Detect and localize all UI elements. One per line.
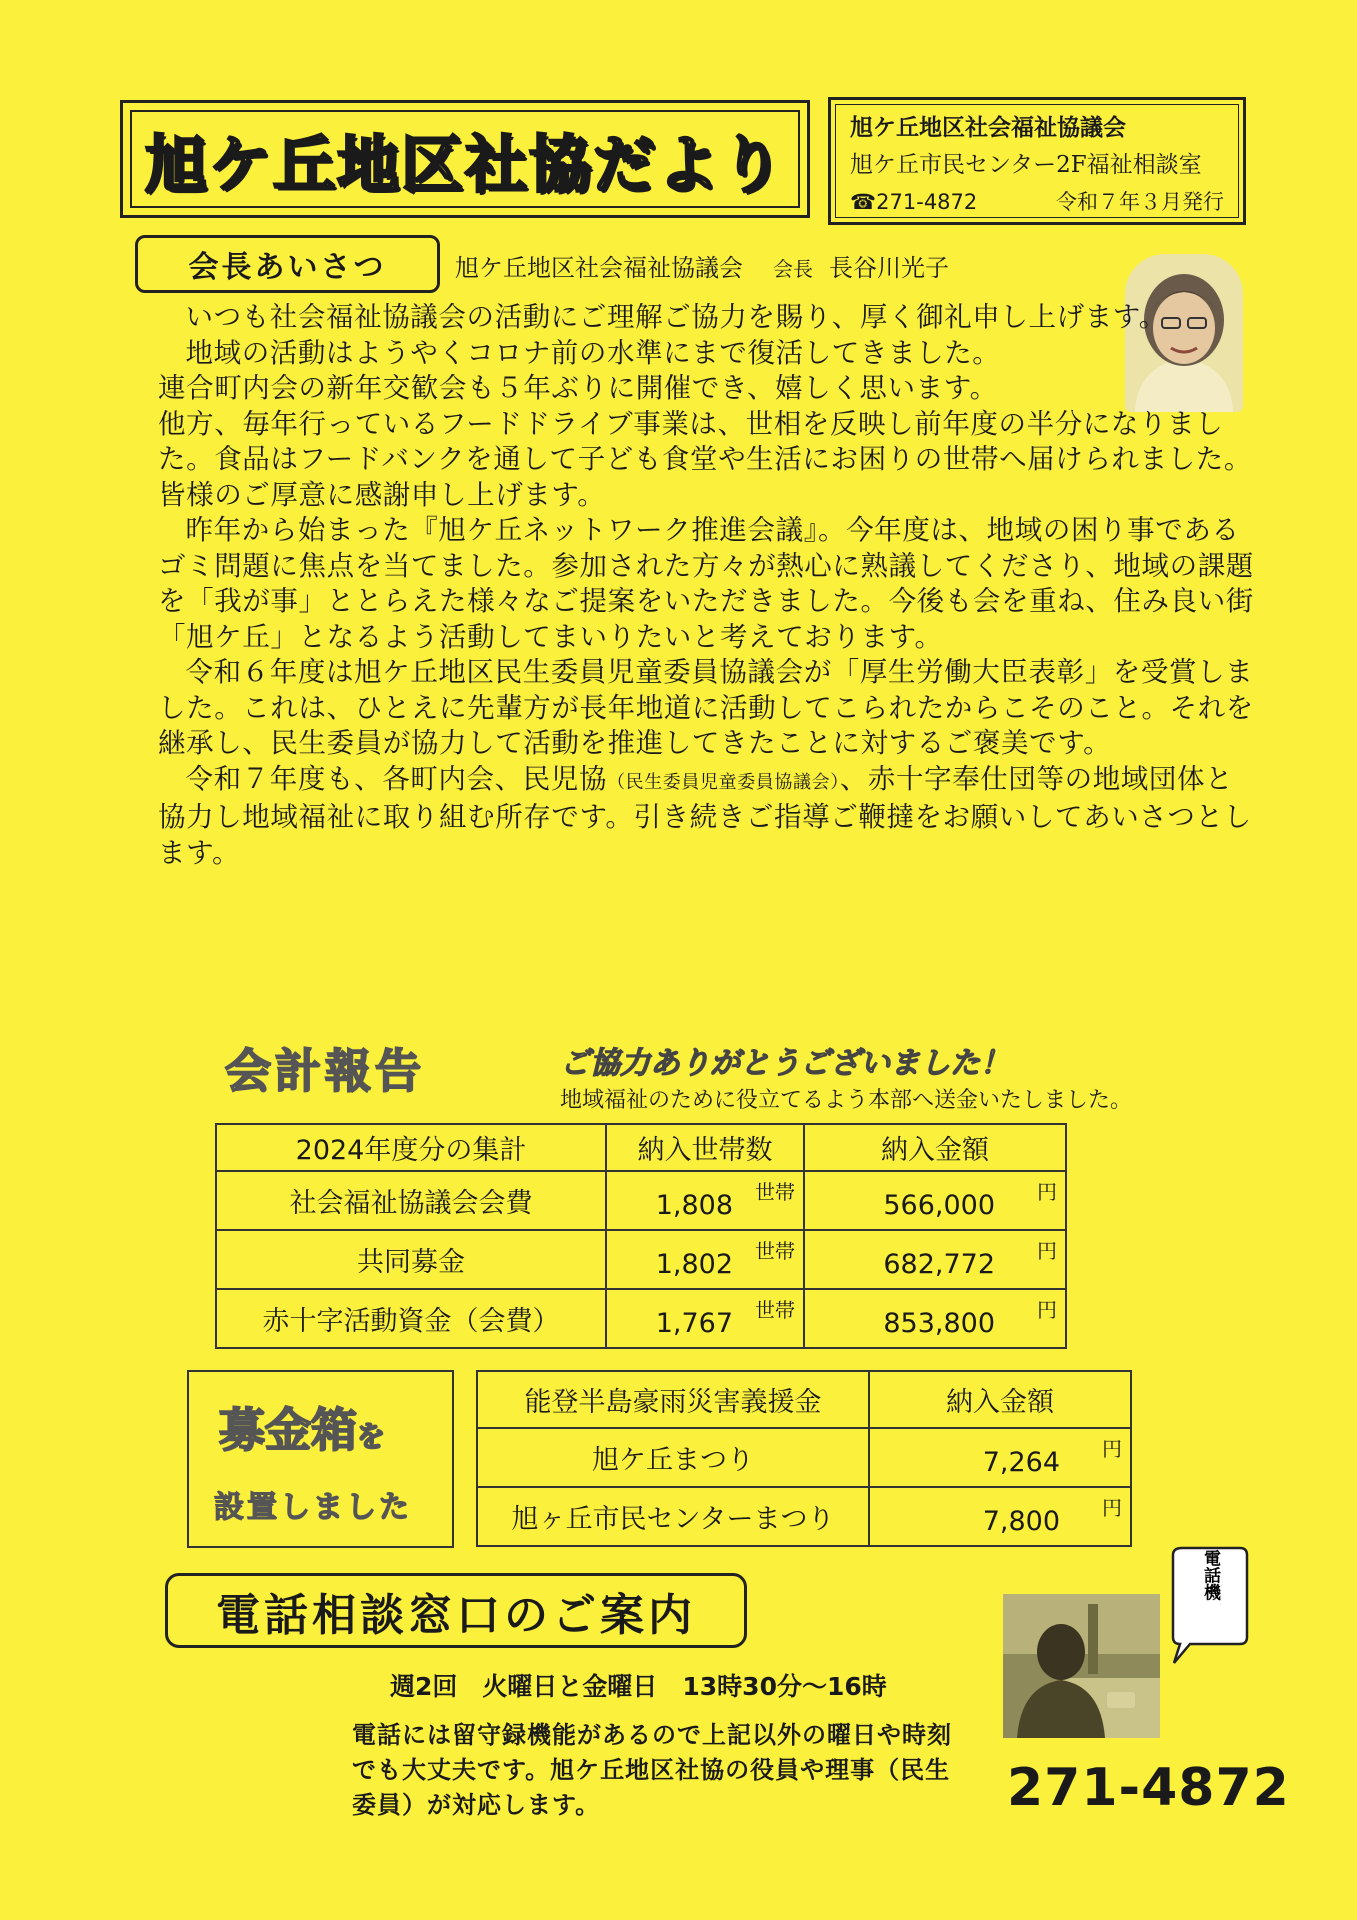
greeting-paragraph: 令和６年度は旭ケ丘地区民生委員児童委員協議会が「厚生労働大臣表彰」を受賞しました。これは、ひとえに先輩方が長年地道に活動してこられたからこそのこと。それを継承し、民生委員が協力して活動を推進してきたことに対するご褒美です。 [158,656,1254,759]
table-row [477,1487,1131,1546]
event-name: 旭ヶ丘市民センターまつり [477,1487,869,1546]
table-row [216,1171,1066,1230]
accounting-table [215,1123,1067,1349]
yen-unit: 円 [1037,1239,1057,1263]
greeting-body [158,300,1258,871]
household-count: 1,802 [655,1249,733,1280]
household-unit: 世帯 [755,1180,795,1204]
greeting-paragraph [158,762,1258,872]
household-unit: 世帯 [755,1298,795,1322]
paragraph-part: 令和７年度も、各町内会、民児協 [185,762,607,795]
issue-date: 令和７年３月発行 [1056,190,1224,214]
amount-value: 682,772 [883,1249,995,1280]
donation-box-title-text: 募金箱 [219,1403,357,1457]
paragraph-note: （民生委員児童委員協議会） [607,771,840,793]
publisher-phone: ☎271-4872 [850,190,978,214]
donation-table [476,1370,1132,1547]
accounting-heading: 会計報告 [225,1044,425,1098]
publisher-info-box [828,97,1246,225]
fund-name: 赤十字活動資金（会費） [216,1289,606,1348]
household-count: 1,808 [655,1190,733,1221]
yen-unit: 円 [1102,1496,1122,1520]
author-role: 会長 [773,257,813,281]
fund-name: 共同募金 [216,1230,606,1289]
greeting-paragraph: いつも社会福祉協議会の活動にご理解ご協力を賜り、厚く御礼申し上げます。 [185,301,1167,333]
donation-box-notice [187,1370,454,1548]
consult-description: 電話には留守録機能があるので上記以外の曜日や時刻でも大丈夫です。旭ケ丘地区社協の役員や理事（民生委員）が対応します。 [352,1721,952,1819]
greeting-paragraph: 地域の活動はようやくコロナ前の水準にまで復活してきました。 [185,336,1001,369]
amount-value: 566,000 [883,1190,995,1221]
author-org: 旭ケ丘地区社会福祉協議会 [455,254,743,282]
yen-unit: 円 [1037,1298,1057,1322]
author-name: 長谷川光子 [829,254,949,282]
phone-consult-heading: 電話相談窓口のご案内 [165,1573,747,1648]
amount-value: 853,800 [883,1308,995,1339]
column-header: 2024年度分の集計 [216,1124,606,1171]
donation-box-title-particle: を [357,1420,386,1453]
yen-unit: 円 [1102,1437,1122,1461]
greeting-heading: 会長あいさつ [135,235,440,293]
column-header: 納入金額 [869,1371,1131,1428]
column-header: 能登半島豪雨災害義援金 [477,1371,869,1428]
greeting-paragraph: 昨年から始まった『旭ケ丘ネットワーク推進会議』。今年度は、地域の困り事であるゴミ問題に焦点を当てました。参加された方々が熱心に熟議してくださり、地域の課題を「我が事」ととらえた様々なご提案をいただきました。今後も会を重ね、住み良い街「旭ケ丘」となるよう活動してまいりたいと考えております。 [158,514,1254,653]
consult-schedule: 週2回 火曜日と金曜日 13時30分～16時 [390,1672,887,1701]
paragraph-part: 、赤十字奉仕団等の地域団体と協力し地域福祉に取り組む所存です。引き続きご指導ご鞭撻をお願いしてあいさつとします。 [158,762,1252,869]
greeting-author [455,248,949,283]
donation-box-title [219,1394,385,1460]
fund-name: 社会福祉協議会会費 [216,1171,606,1230]
masthead-title-box [120,100,810,218]
amount-value: 7,800 [982,1506,1060,1537]
thanks-message: ご協力ありがとうございました！ [560,1046,1010,1081]
phone-volunteer-photo [1003,1594,1160,1738]
household-unit: 世帯 [755,1239,795,1263]
event-name: 旭ケ丘まつり [477,1428,869,1487]
table-row [216,1289,1066,1348]
phone-speech-bubble [1170,1545,1250,1669]
bubble-char: 電話機 [1200,1549,1220,1601]
donation-box-subtitle: 設置しました [214,1490,412,1525]
table-row [477,1428,1131,1487]
publisher-name: 旭ケ丘地区社会福祉協議会 [850,115,1126,141]
amount-value: 7,264 [982,1447,1060,1478]
household-count: 1,767 [655,1308,733,1339]
publisher-office: 旭ケ丘市民センター2F福祉相談室 [850,152,1202,178]
greeting-paragraph: 他方、毎年行っているフードドライブ事業は、世相を反映し前年度の半分になりました。食品はフードバンクを通して子ども食堂や生活にお困りの世帯へ届けられました。皆様のご厚意に感謝申し上げます。 [158,407,1252,511]
newsletter-title: 旭ケ丘地区社協だより [144,127,785,201]
column-header: 納入金額 [804,1124,1066,1171]
consult-phone-number: 271-4872 [1007,1758,1290,1818]
yen-unit: 円 [1037,1180,1057,1204]
remittance-note: 地域福祉のために役立てるよう本部へ送金いたしました。 [560,1088,1133,1113]
table-row [216,1230,1066,1289]
greeting-paragraph: 連合町内会の新年交歓会も５年ぶりに開催でき、嬉しく思います。 [158,372,998,404]
column-header: 納入世帯数 [606,1124,804,1171]
